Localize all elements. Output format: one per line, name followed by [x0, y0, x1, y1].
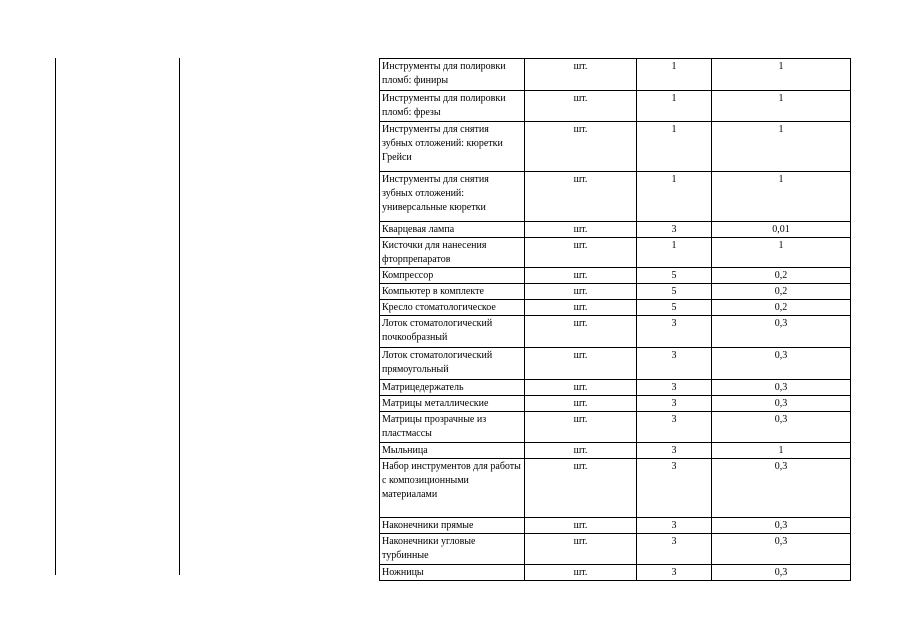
quantity-cell: 3 — [637, 396, 712, 412]
item-name-cell: Инструменты для полировки пломб: фрезы — [380, 91, 525, 122]
quantity-cell: 3 — [637, 534, 712, 565]
quantity-cell: 3 — [637, 459, 712, 518]
table-row — [380, 122, 851, 172]
table-row — [380, 238, 851, 268]
table-row — [380, 534, 851, 565]
coefficient-cell: 1 — [712, 238, 851, 268]
unit-cell: шт. — [525, 534, 637, 565]
table-row — [380, 348, 851, 380]
quantity-cell: 1 — [637, 172, 712, 222]
item-name-cell: Кисточки для нанесения фторпрепаратов — [380, 238, 525, 268]
item-name-cell: Мыльница — [380, 443, 525, 459]
unit-cell: шт. — [525, 122, 637, 172]
quantity-cell: 3 — [637, 316, 712, 348]
table-row — [380, 443, 851, 459]
unit-cell: шт. — [525, 268, 637, 284]
unit-cell: шт. — [525, 380, 637, 396]
unit-cell: шт. — [525, 443, 637, 459]
coefficient-cell: 1 — [712, 91, 851, 122]
table-row — [380, 380, 851, 396]
table-row — [380, 222, 851, 238]
coefficient-cell: 0,3 — [712, 565, 851, 581]
middle-column-border — [179, 58, 180, 575]
table-row — [380, 172, 851, 222]
quantity-cell: 3 — [637, 443, 712, 459]
coefficient-cell: 0,2 — [712, 300, 851, 316]
coefficient-cell: 0,3 — [712, 380, 851, 396]
quantity-cell: 3 — [637, 380, 712, 396]
quantity-cell: 3 — [637, 518, 712, 534]
quantity-cell: 5 — [637, 268, 712, 284]
coefficient-cell: 0,3 — [712, 396, 851, 412]
coefficient-cell: 0,2 — [712, 268, 851, 284]
table-row — [380, 518, 851, 534]
quantity-cell: 5 — [637, 284, 712, 300]
quantity-cell: 1 — [637, 59, 712, 91]
unit-cell: шт. — [525, 91, 637, 122]
unit-cell: шт. — [525, 316, 637, 348]
unit-cell: шт. — [525, 348, 637, 380]
coefficient-cell: 0,3 — [712, 534, 851, 565]
item-name-cell: Кресло стоматологическое — [380, 300, 525, 316]
item-name-cell: Наконечники угловые турбинные — [380, 534, 525, 565]
unit-cell: шт. — [525, 396, 637, 412]
item-name-cell: Набор инструментов для работы с композиционными материалами — [380, 459, 525, 518]
unit-cell: шт. — [525, 412, 637, 443]
quantity-cell: 1 — [637, 238, 712, 268]
item-name-cell: Матрицы прозрачные из пластмассы — [380, 412, 525, 443]
table-row — [380, 316, 851, 348]
coefficient-cell: 0,3 — [712, 518, 851, 534]
item-name-cell: Лоток стоматологический почкообразный — [380, 316, 525, 348]
coefficient-cell: 1 — [712, 172, 851, 222]
item-name-cell: Компрессор — [380, 268, 525, 284]
quantity-cell: 5 — [637, 300, 712, 316]
coefficient-cell: 0,3 — [712, 348, 851, 380]
table-row — [380, 300, 851, 316]
left-column-border — [55, 58, 56, 575]
table-row — [380, 268, 851, 284]
item-name-cell: Матрицы металлические — [380, 396, 525, 412]
item-name-cell: Инструменты для снятия зубных отложений: универсальные кюретки — [380, 172, 525, 222]
table-row — [380, 284, 851, 300]
quantity-cell: 3 — [637, 348, 712, 380]
coefficient-cell: 0,3 — [712, 459, 851, 518]
table-row — [380, 565, 851, 581]
table-row — [380, 59, 851, 91]
quantity-cell: 3 — [637, 565, 712, 581]
item-name-cell: Наконечники прямые — [380, 518, 525, 534]
unit-cell: шт. — [525, 459, 637, 518]
item-name-cell: Инструменты для полировки пломб: финиры — [380, 59, 525, 91]
coefficient-cell: 1 — [712, 443, 851, 459]
table-row — [380, 91, 851, 122]
coefficient-cell: 0,2 — [712, 284, 851, 300]
coefficient-cell: 1 — [712, 59, 851, 91]
unit-cell: шт. — [525, 518, 637, 534]
quantity-cell: 1 — [637, 91, 712, 122]
table-row — [380, 459, 851, 518]
table-row — [380, 396, 851, 412]
coefficient-cell: 0,3 — [712, 316, 851, 348]
quantity-cell: 1 — [637, 122, 712, 172]
equipment-table — [379, 58, 851, 581]
item-name-cell: Ножницы — [380, 565, 525, 581]
unit-cell: шт. — [525, 300, 637, 316]
unit-cell: шт. — [525, 172, 637, 222]
coefficient-cell: 0,3 — [712, 412, 851, 443]
unit-cell: шт. — [525, 59, 637, 91]
coefficient-cell: 1 — [712, 122, 851, 172]
item-name-cell: Компьютер в комплекте — [380, 284, 525, 300]
unit-cell: шт. — [525, 284, 637, 300]
table-row — [380, 412, 851, 443]
unit-cell: шт. — [525, 565, 637, 581]
quantity-cell: 3 — [637, 412, 712, 443]
quantity-cell: 3 — [637, 222, 712, 238]
item-name-cell: Инструменты для снятия зубных отложений: кюретки Грейси — [380, 122, 525, 172]
unit-cell: шт. — [525, 238, 637, 268]
unit-cell: шт. — [525, 222, 637, 238]
coefficient-cell: 0,01 — [712, 222, 851, 238]
item-name-cell: Кварцевая лампа — [380, 222, 525, 238]
item-name-cell: Матрицедержатель — [380, 380, 525, 396]
item-name-cell: Лоток стоматологический прямоугольный — [380, 348, 525, 380]
